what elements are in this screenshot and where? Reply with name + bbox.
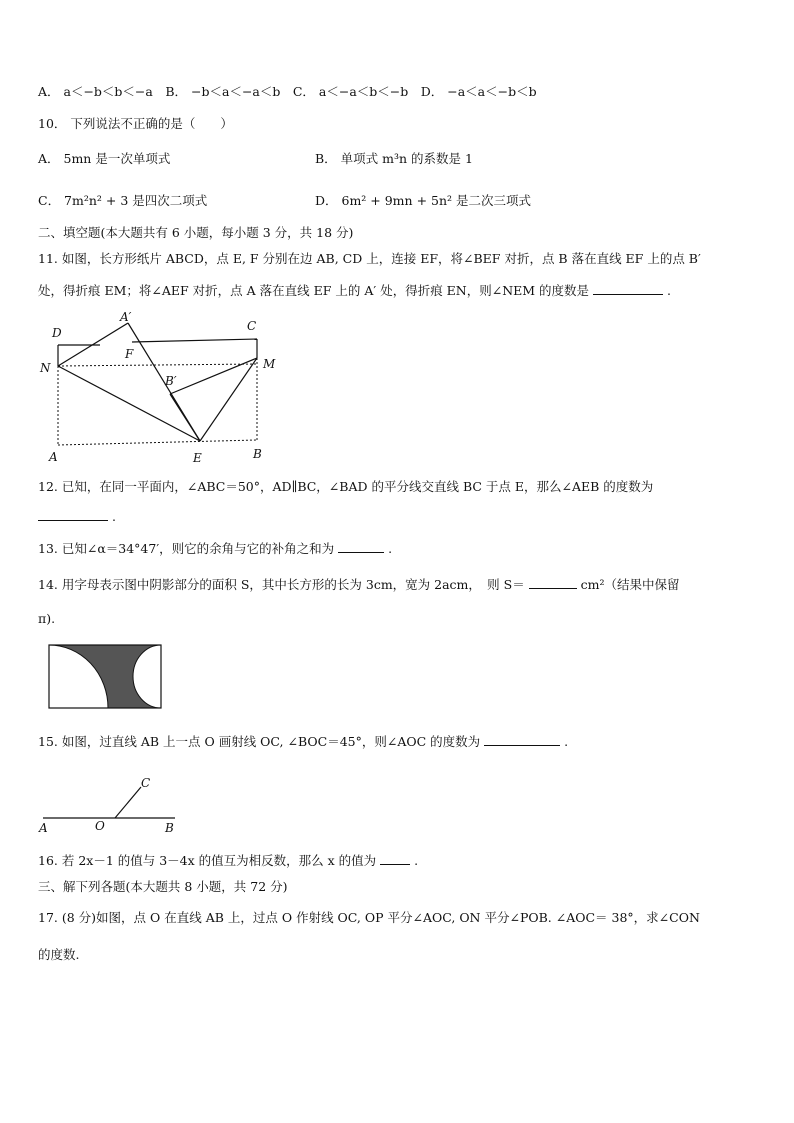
q11-label-a: A (49, 450, 58, 464)
q11-crease-em (200, 358, 257, 441)
q11-figure (35, 310, 285, 470)
q10-option-a: A． 5mn 是一次单项式 (38, 151, 171, 166)
q15-label-a: A (39, 821, 48, 835)
q12-line2-row (38, 508, 116, 526)
q17-line1: 17. (8 分)如图，点 O 在直线 AB 上，过点 O 作射线 OC, OP 平分∠AOC, ON 平分∠POB. ∠AOC＝ 38°，求∠CON (38, 910, 700, 925)
q11-label-a-prime: A′ (120, 310, 132, 324)
q15-text: 15. 如图，过直线 AB 上一点 O 画射线 OC, ∠BOC＝45°，则∠AOC 的度数为 (38, 734, 481, 749)
q14-figure (48, 644, 164, 710)
q15-end: . (564, 734, 569, 749)
q11-label-n: N (40, 361, 51, 375)
q15-ray-oc (115, 787, 141, 818)
q11-answer-blank[interactable] (593, 282, 663, 295)
q16-row (38, 852, 418, 870)
q15-answer-blank[interactable] (484, 733, 560, 746)
q12-answer-blank[interactable] (38, 508, 108, 521)
q15-label-c: C (141, 776, 151, 790)
q11-edge-fc (132, 339, 257, 342)
q10-option-b: B． 单项式 m³n 的系数是 1 (315, 151, 473, 166)
q11-fold-be (170, 394, 200, 441)
q16-answer-blank[interactable] (380, 852, 410, 865)
q17-line2: 的度数. (38, 947, 80, 962)
q14-unit: cm²（结果中保留 (580, 577, 680, 592)
q11-label-f: F (125, 347, 134, 361)
q15-row (38, 733, 568, 751)
q10-option-d: D． 6m² + 9mn + 5n² 是二次三项式 (315, 193, 531, 208)
q10-option-c: C． 7m²n² + 3 是四次二项式 (38, 193, 208, 208)
q14-shaded-region (49, 645, 161, 708)
q11-edge-ab (58, 440, 257, 445)
q12-line1: 12. 已知，在同一平面内，∠ABC＝50°，AD∥BC，∠BAD 的平分线交直线 BC 于点 E，那么∠AEB 的度数为 (38, 479, 654, 494)
q14-answer-blank[interactable] (529, 576, 577, 589)
q11-line1: 11. 如图，长方形纸片 ABCD，点 E, F 分别在边 AB, CD 上，连接 EF，将∠BEF 对折，点 B 落在直线 EF 上的点 B′ (38, 251, 701, 266)
q14-row (38, 576, 680, 594)
q11-label-b-prime: B′ (165, 374, 177, 388)
q11-label-d: D (52, 326, 62, 340)
q11-label-e: E (193, 451, 202, 465)
q12-end: . (111, 509, 116, 524)
q14-text: 14. 用字母表示图中阴影部分的面积 S，其中长方形的长为 3cm，宽为 2acm， 则 S＝ (38, 577, 525, 592)
q15-label-o: O (95, 819, 105, 833)
q11-label-b: B (253, 447, 262, 461)
q16-text: 16. 若 2x－1 的值与 3－4x 的值互为相反数，那么 x 的值为 (38, 853, 377, 868)
q14-line2: π). (38, 611, 56, 626)
q9-options: A． a＜−b＜b＜−a B． −b＜a＜−a＜b C． a＜−a＜b＜−b D． −a＜a＜−b＜b (38, 84, 537, 99)
q13-text: 13. 已知∠α＝34°47′，则它的余角与它的补角之和为 (38, 541, 335, 556)
q11-end: . (667, 283, 671, 298)
section-2-heading: 二、填空题(本大题共有 6 小题，每小题 3 分，共 18 分) (38, 225, 354, 240)
section-3-heading: 三、解下列各题(本大题共 8 小题，共 72 分) (38, 879, 288, 894)
q11-label-c: C (247, 319, 257, 333)
q11-crease-en (58, 366, 200, 441)
q15-figure (35, 770, 185, 836)
q15-label-b: B (165, 821, 174, 835)
q13-end: . (388, 541, 393, 556)
q16-end: . (414, 853, 419, 868)
q13-row (38, 540, 392, 558)
q11-dotted-nm (58, 364, 257, 366)
q11-label-m: M (263, 357, 276, 371)
q13-answer-blank[interactable] (338, 540, 384, 553)
q10-stem: 10． 下列说法不正确的是（ ） (38, 116, 233, 131)
q11-line2-row (38, 282, 671, 300)
q11-line2: 处，得折痕 EM；将∠AEF 对折，点 A 落在直线 EF 上的 A′ 处，得折痕 EN，则∠NEM 的度数是 (38, 283, 590, 298)
